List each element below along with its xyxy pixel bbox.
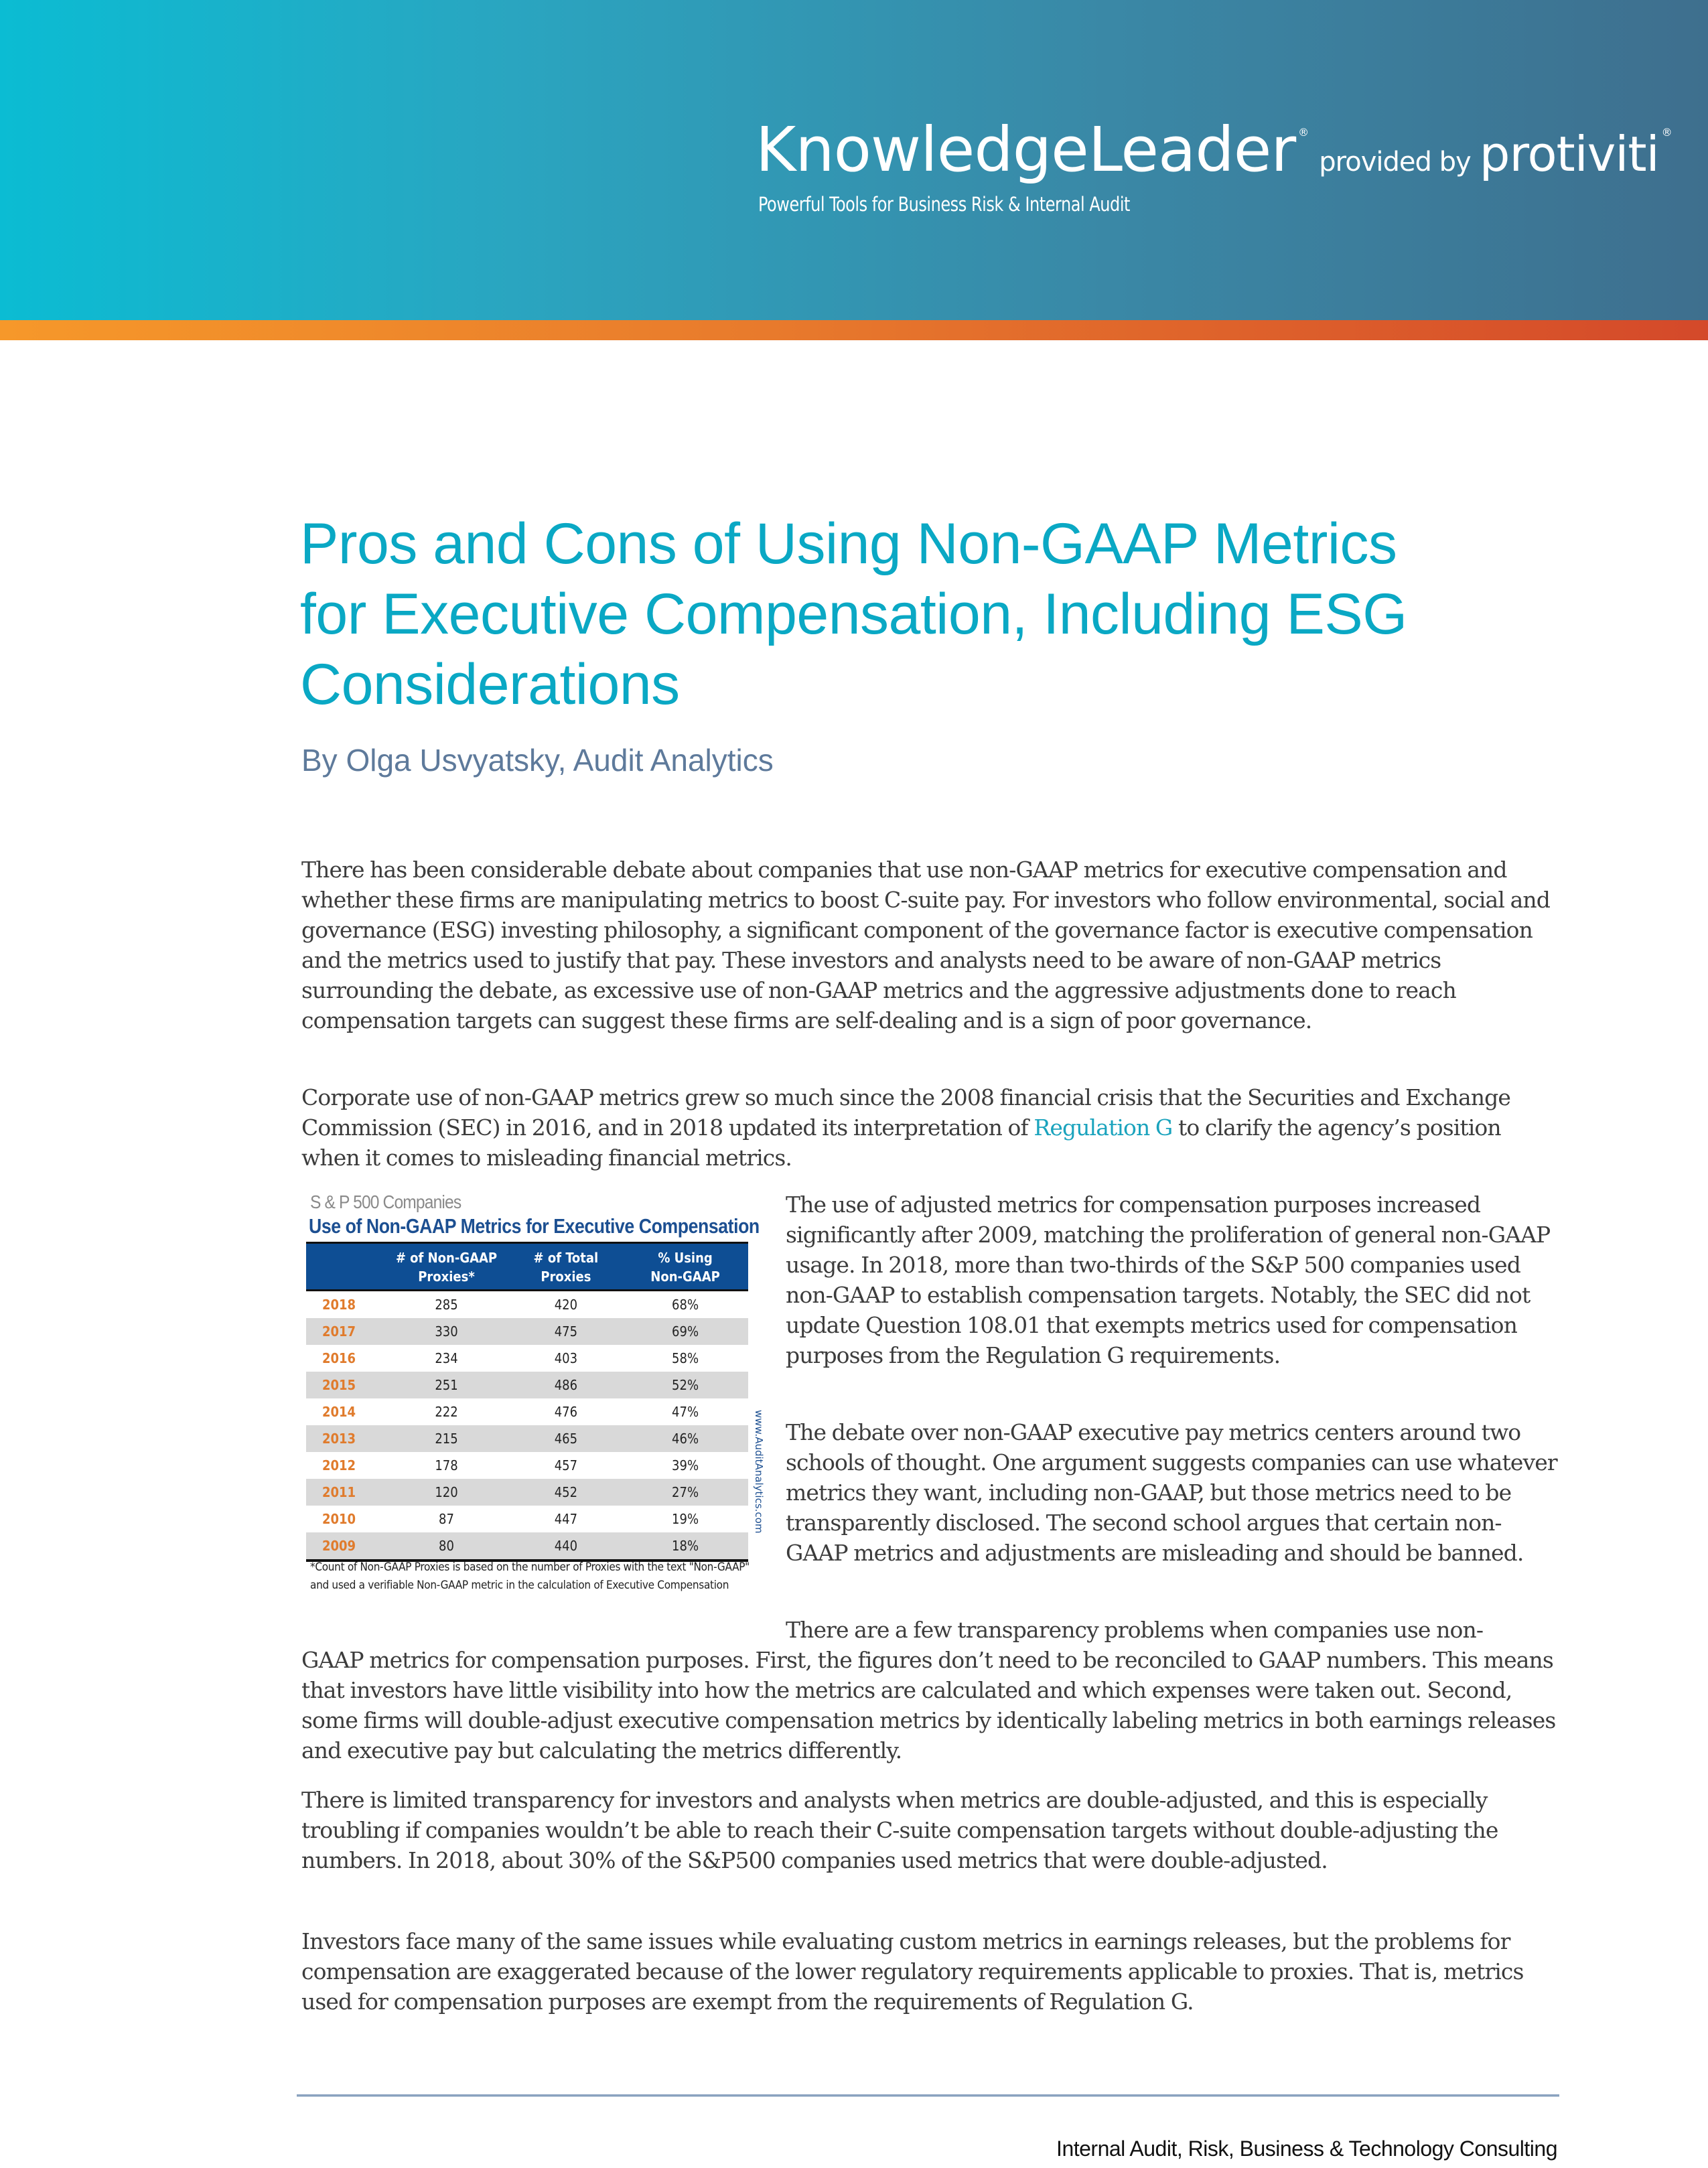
figure-footnote: *Count of Non-GAAP Proxies is based on the number of Proxies with the text "Non-GAAP" and used a verifiable Non-GAAP metric in the calculation of Executive Compensation <box>310 1561 750 1592</box>
tagline: Powerful Tools for Business Risk & Internal Audit <box>758 193 1130 216</box>
knowledgeleader-logo <box>756 114 1673 186</box>
header-total-proxies <box>510 1243 622 1291</box>
header-line: Non-GAAP <box>650 1269 720 1285</box>
table-row <box>306 1372 748 1398</box>
row-non-gaap-count: 120 <box>435 1484 458 1500</box>
row-non-gaap-count: 215 <box>435 1431 458 1447</box>
row-total-count: 486 <box>554 1377 578 1393</box>
row-non-gaap-count: 178 <box>435 1457 458 1473</box>
row-year: 2016 <box>322 1350 356 1366</box>
source-watermark <box>752 1410 765 1544</box>
row-pct: 52% <box>672 1377 699 1393</box>
row-non-gaap-count: 80 <box>439 1538 454 1554</box>
row-non-gaap-count: 234 <box>435 1350 458 1366</box>
figure-subtitle: S & P 500 Companies <box>310 1191 461 1212</box>
provided-by-label: provided by <box>1319 147 1471 177</box>
non-gaap-table <box>306 1242 748 1562</box>
paragraph-investors: Investors face many of the same issues while evaluating custom metrics in earnings releases, but the problems for compensation are exaggerated because of the lower regulatory requirements applicable to proxies. That is, metrics used for compensation purposes are exempt from the requirements of Regulation G. <box>301 1928 1524 2015</box>
header-pct-using <box>622 1243 748 1291</box>
table-row <box>306 1532 748 1561</box>
title-line: Considerations <box>300 652 680 717</box>
registered-mark: ® <box>1298 126 1309 139</box>
row-pct: 47% <box>672 1404 699 1420</box>
paragraph-regulation <box>301 1082 1561 1173</box>
row-pct: 46% <box>672 1431 699 1447</box>
row-total-count: 447 <box>554 1511 578 1527</box>
row-pct: 19% <box>672 1511 699 1527</box>
row-non-gaap-count: 285 <box>435 1297 458 1313</box>
paragraph-debate: The debate over non-GAAP executive pay metrics centers around two schools of thought. One argument suggests companies can use whatever metrics they want, including non-GAAP, but those metrics need to be transparently disclosed. The second school argues that certain non-GAAP metrics and adjustments are misleading and should be banned. <box>786 1419 1557 1566</box>
row-non-gaap-count: 87 <box>439 1511 454 1527</box>
table-body <box>306 1291 748 1561</box>
table-row <box>306 1291 748 1319</box>
row-year: 2010 <box>322 1511 356 1527</box>
page-title <box>300 509 1573 720</box>
row-pct: 27% <box>672 1484 699 1500</box>
table-row <box>306 1318 748 1345</box>
row-year: 2011 <box>322 1484 356 1500</box>
header-line: % Using <box>658 1250 713 1266</box>
row-year: 2013 <box>322 1431 356 1447</box>
watermark-text: www.AuditAnalytics.com <box>753 1410 765 1534</box>
row-year: 2009 <box>322 1538 356 1554</box>
row-pct: 18% <box>672 1538 699 1554</box>
table-row <box>306 1506 748 1532</box>
row-total-count: 440 <box>554 1538 578 1554</box>
row-total-count: 457 <box>554 1457 578 1473</box>
logo-brand: KnowledgeLeader <box>756 114 1296 186</box>
table-row <box>306 1398 748 1425</box>
accent-stripe <box>0 320 1708 340</box>
paragraph-double-adjusted: There is limited transparency for investors and analysts when metrics are double-adjusted, and this is especially troubling if companies wouldn’t be able to reach their C-suite compensation targets without double-adjusting the numbers. In 2018, about 30% of the S&P500 companies used metrics that were double-adjusted. <box>301 1787 1498 1873</box>
header-line: Proxies <box>541 1269 591 1285</box>
paragraph-text: to clarify the agency’s position when it comes to misleading financial metrics. <box>301 1114 1501 1171</box>
row-year: 2018 <box>322 1297 356 1313</box>
row-pct: 58% <box>672 1350 699 1366</box>
row-total-count: 475 <box>554 1323 578 1340</box>
header-line: # of Total <box>533 1250 599 1266</box>
row-year: 2014 <box>322 1404 356 1420</box>
row-non-gaap-count: 222 <box>435 1404 458 1420</box>
byline: By Olga Usvyatsky, Audit Analytics <box>301 743 774 778</box>
header-line: # of Non-GAAP <box>395 1250 498 1266</box>
row-pct: 69% <box>672 1323 699 1340</box>
header-non-gaap-proxies <box>383 1243 509 1291</box>
table-row <box>306 1345 748 1372</box>
row-total-count: 476 <box>554 1404 578 1420</box>
regulation-g-link[interactable]: Regulation G <box>1034 1114 1173 1141</box>
paragraph-transparency-first-line: There are a few transparency problems when companies use non- <box>786 1617 1484 1643</box>
row-year: 2012 <box>322 1457 356 1473</box>
row-pct: 68% <box>672 1297 699 1313</box>
paragraph-transparency: GAAP metrics for compensation purposes. First, the figures don’t need to be reconciled to GAAP numbers. This means that investors have little visibility into how the metrics are calculated and which expenses were taken out. Second, some firms will double-adjust executive compensation metrics by identically labeling metrics in both earnings releases and executive pay but calculating the metrics differently. <box>301 1647 1556 1763</box>
row-year: 2015 <box>322 1377 356 1393</box>
row-total-count: 465 <box>554 1431 578 1447</box>
paragraph-adjusted-metrics: The use of adjusted metrics for compensation purposes increased significantly after 2009, matching the proliferation of general non-GAAP usage. In 2018, more than two-thirds of the S&P 500 companies used non-GAAP to establish compensation targets. Notably, the SEC did not update Question 108.01 that exempts metrics used for compensation purposes from the Regulation G requirements. <box>786 1191 1551 1368</box>
title-line: for Executive Compensation, Including ESG <box>300 582 1407 646</box>
row-pct: 39% <box>672 1457 699 1473</box>
non-gaap-table-figure <box>305 1189 767 1617</box>
footer-text: Internal Audit, Risk, Business & Technology Consulting <box>1056 2137 1557 2161</box>
title-line: Pros and Cons of Using Non-GAAP Metrics <box>300 512 1397 576</box>
table-row <box>306 1452 748 1479</box>
figure-title: Use of Non-GAAP Metrics for Executive Compensation <box>309 1214 760 1238</box>
paragraph-intro: There has been considerable debate about companies that use non-GAAP metrics for executive compensation and whether these firms are manipulating metrics to boost C-suite pay. For investors who follow environmental, social and governance (ESG) investing philosophy, a significant component of the governance factor is executive compensation and the metrics used to justify that pay. These investors and analysts need to be aware of non-GAAP metrics surrounding the debate, as excessive use of non-GAAP metrics and the aggressive adjustments done to reach compensation targets can suggest these firms are self-dealing and is a sign of poor governance. <box>301 857 1550 1033</box>
header-line: Proxies* <box>418 1269 475 1285</box>
paragraph-text: Corporate use of non-GAAP metrics grew so much since the 2008 financial crisis that the Securities and Exchange Commission (SEC) in 2016, and in 2018 updated its interpretation of <box>301 1084 1510 1141</box>
header-year <box>306 1243 383 1291</box>
row-total-count: 452 <box>554 1484 578 1500</box>
table-row <box>306 1425 748 1452</box>
row-year: 2017 <box>322 1323 356 1340</box>
table-header-row <box>306 1243 748 1291</box>
table-row <box>306 1479 748 1506</box>
footer-divider <box>297 2094 1559 2097</box>
protiviti-logo: protiviti <box>1479 126 1659 182</box>
row-non-gaap-count: 251 <box>435 1377 458 1393</box>
row-total-count: 420 <box>554 1297 578 1313</box>
partner-registered-mark: ® <box>1661 126 1673 139</box>
row-total-count: 403 <box>554 1350 578 1366</box>
row-non-gaap-count: 330 <box>435 1323 458 1340</box>
